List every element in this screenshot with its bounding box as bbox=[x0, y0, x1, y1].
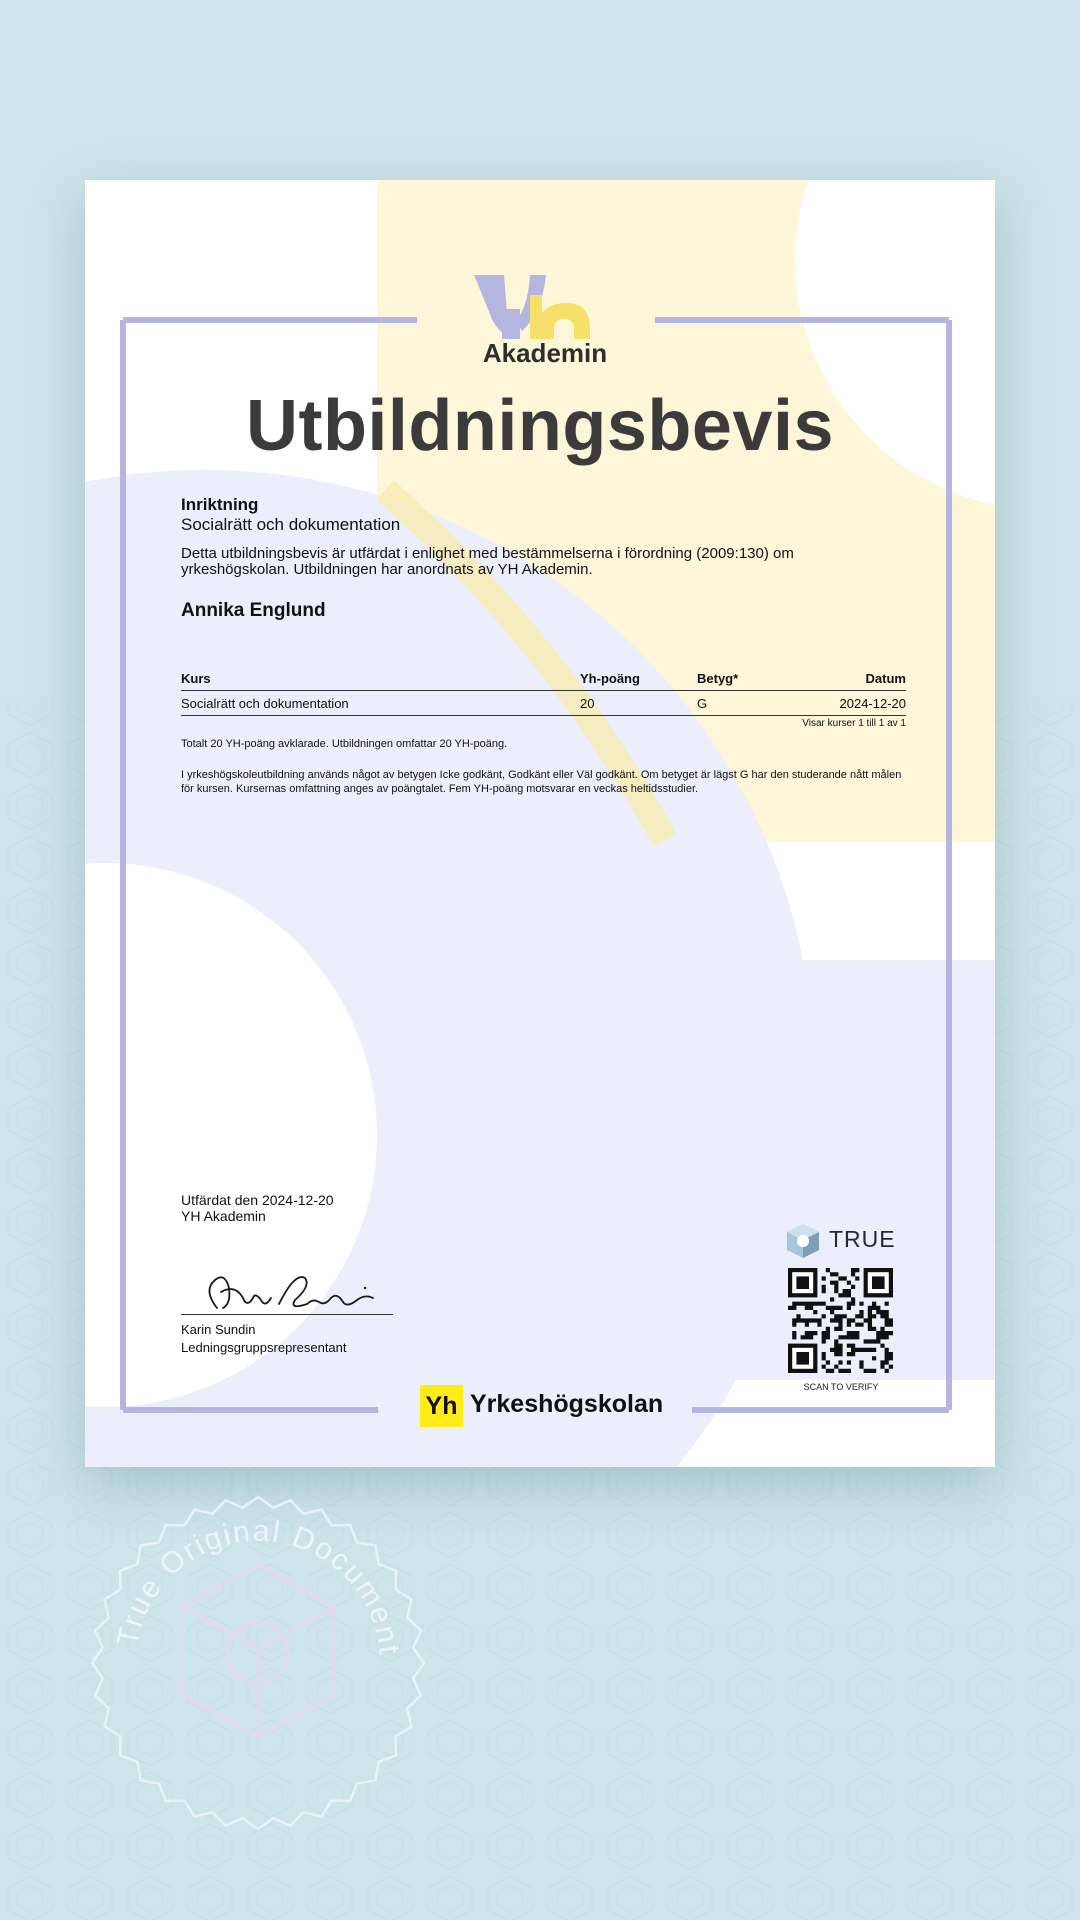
signatory-name: Karin Sundin bbox=[181, 1322, 256, 1337]
signatory-role: Ledningsgruppsrepresentant bbox=[181, 1340, 347, 1355]
track-value: Socialrätt och dokumentation bbox=[181, 515, 401, 534]
qr-code-icon[interactable] bbox=[788, 1268, 893, 1373]
issued-block bbox=[181, 1192, 334, 1224]
logo-name: Akademin bbox=[482, 338, 608, 365]
certificate-paper bbox=[85, 180, 995, 1467]
cell-points: 20 bbox=[580, 696, 595, 711]
header-date: Datum bbox=[865, 671, 906, 686]
yrkeshogskolan-logo-text: Yrkeshögskolan bbox=[470, 1390, 664, 1418]
yh-akademin-logo bbox=[470, 273, 620, 365]
scan-to-verify-label: SCAN TO VERIFY bbox=[803, 1382, 879, 1392]
yh-badge-text: Yh bbox=[425, 1392, 458, 1420]
statement-text: Detta utbildningsbevis är utfärdat i enlighet med bestämmelserna i förordning (2009:130) om yrkeshögskolan. Utbildningen har anordnats av YH Akademin. bbox=[181, 545, 794, 578]
header-grade: Betyg* bbox=[697, 671, 739, 686]
true-original-seal-icon bbox=[88, 1493, 428, 1833]
totals-text: Totalt 20 YH-poäng avklarade. Utbildningen omfattar 20 YH-poäng. bbox=[181, 738, 508, 750]
yh-badge bbox=[420, 1385, 463, 1427]
student-name: Annika Englund bbox=[181, 600, 326, 621]
svg-text:True Original Document bbox=[111, 1515, 406, 1658]
pagination-text: Visar kurser 1 till 1 av 1 bbox=[802, 718, 906, 729]
table-header bbox=[181, 666, 906, 691]
course-table bbox=[181, 666, 906, 716]
header-course: Kurs bbox=[181, 671, 211, 686]
signature bbox=[195, 1258, 375, 1318]
cell-course: Socialrätt och dokumentation bbox=[181, 696, 349, 711]
page-title: Utbildningsbevis bbox=[245, 386, 835, 466]
issued-date: Utfärdat den 2024-12-20 bbox=[181, 1192, 334, 1208]
cell-date: 2024-12-20 bbox=[839, 696, 906, 711]
signature-line bbox=[181, 1314, 393, 1315]
seal-text: True Original Document bbox=[111, 1514, 406, 1658]
cell-grade: G bbox=[697, 696, 708, 711]
table-row bbox=[181, 691, 906, 716]
grading-info: I yrkeshögskoleutbildning används något av betygen Icke godkänt, Godkänt eller Väl godkänt. Om betyget är lägst G har den studerande nått målen för kursen. Kursernas omfattning anges av poängtalet. Fem YH-poäng motsvarar en veckas heltidsstudier. bbox=[181, 769, 902, 795]
signatory-block bbox=[181, 1321, 347, 1357]
track-label: Inriktning bbox=[181, 495, 259, 514]
issuer-name: YH Akademin bbox=[181, 1208, 266, 1224]
true-brand: TRUE bbox=[829, 1226, 896, 1252]
header-points: Yh-poäng bbox=[580, 671, 640, 686]
